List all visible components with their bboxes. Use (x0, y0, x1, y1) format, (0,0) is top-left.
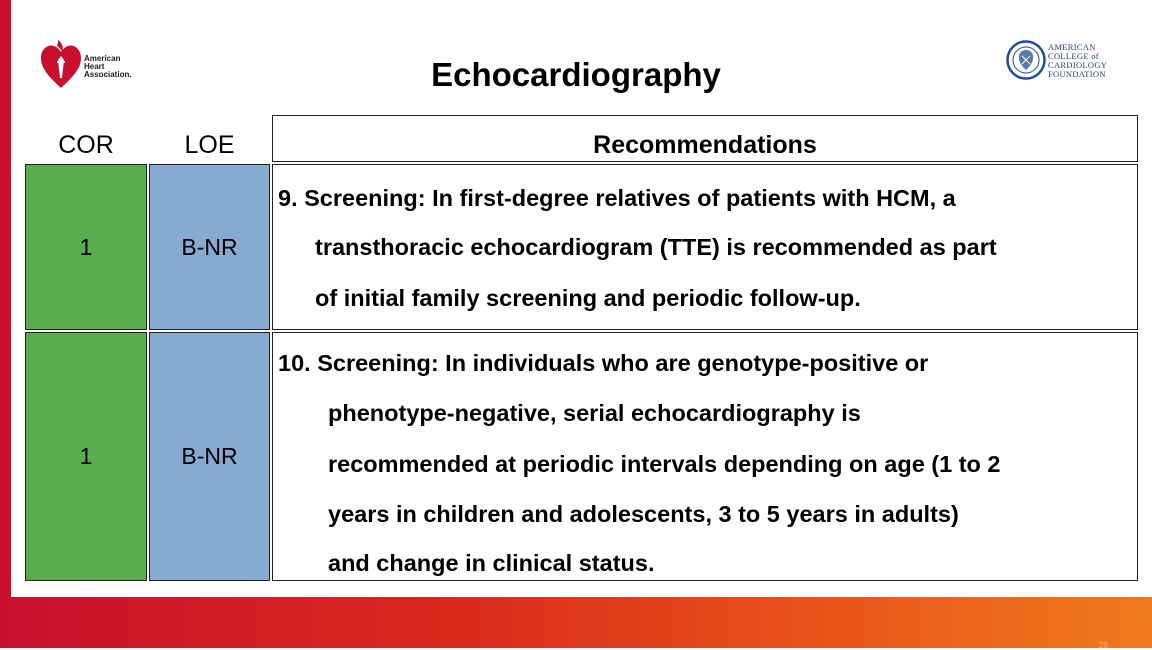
row-loe-cell: B-NR (149, 164, 270, 330)
aha-logo-line: Heart (84, 62, 105, 71)
aha-logo-line: Association. (84, 70, 132, 79)
recommendation-line: phenotype-negative, serial echocardiography is (328, 400, 861, 426)
footer-gradient-band (0, 597, 1152, 648)
recommendation-line: 10. Screening: In individuals who are genotype-positive or (278, 350, 929, 376)
acc-logo-line: AMERICAN (1048, 42, 1096, 52)
row-recommendation-cell (272, 164, 1138, 330)
acc-logo-line: FOUNDATION (1048, 69, 1106, 79)
slide-title: Echocardiography (431, 56, 721, 93)
header-loe: LOE (184, 131, 235, 159)
recommendation-line: years in children and adolescents, 3 to 5 years in adults) (328, 501, 959, 527)
acc-logo-line: CARDIOLOGY (1048, 60, 1108, 70)
row-recommendation-cell (272, 332, 1138, 581)
header-recommendations: Recommendations (593, 131, 817, 159)
row-cor-cell: 1 (25, 164, 147, 330)
recommendation-line: transthoracic echocardiogram (TTE) is recommended as part (315, 234, 997, 260)
slide-number: 29 (1099, 641, 1108, 650)
row-cor-cell: 1 (25, 332, 147, 581)
header-cor: COR (58, 131, 114, 159)
acc-seal-icon (1006, 40, 1046, 80)
recommendation-line: recommended at periodic intervals depending on age (1 to 2 (328, 451, 1001, 477)
acc-logo (1006, 40, 1126, 84)
row-loe-cell: B-NR (149, 332, 270, 581)
recommendation-line: of initial family screening and periodic follow-up. (315, 285, 861, 311)
recommendation-line: and change in clinical status. (328, 550, 655, 576)
aha-logo-line: American (84, 54, 121, 63)
acc-logo-line: COLLEGE of (1048, 51, 1099, 61)
recommendation-line: 9. Screening: In first-degree relatives of patients with HCM, a (278, 185, 956, 211)
